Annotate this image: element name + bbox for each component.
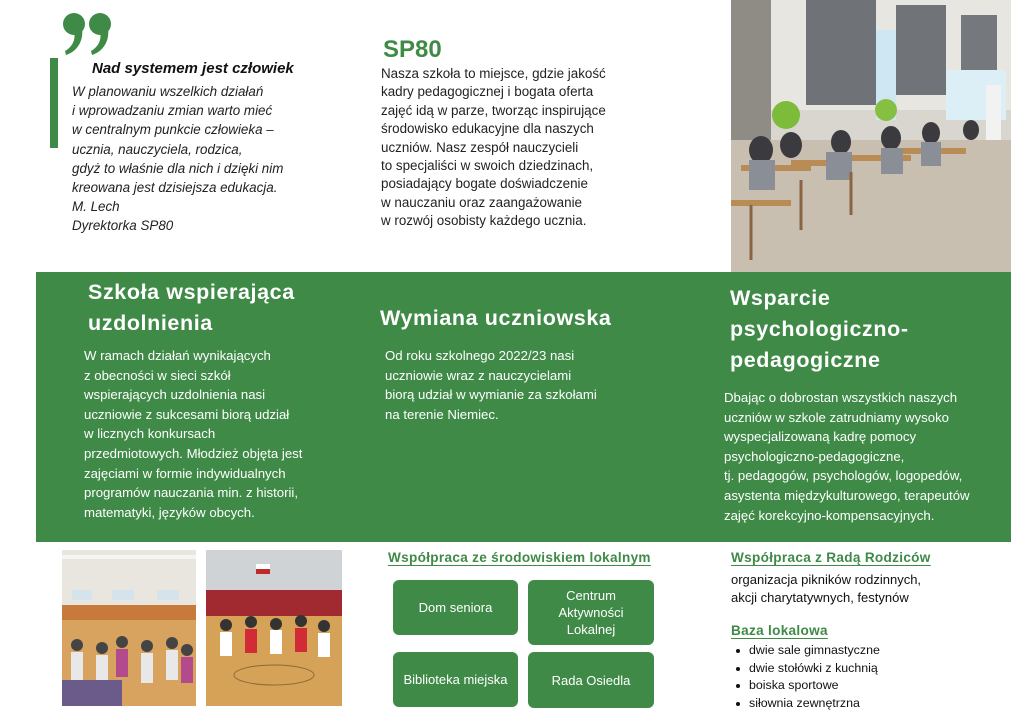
heading-line: Wymiana uczniowska	[380, 306, 612, 330]
support-heading	[730, 283, 909, 376]
text-line: W ramach działań wynikających	[84, 348, 271, 363]
sp80-line: w rozwój osobisty każdego ucznia.	[381, 213, 587, 229]
text-line: tj. pedagogów, psychologów, logopedów,	[724, 468, 963, 484]
heading-line: uzdolnienia	[88, 311, 213, 335]
heading-line: Szkoła wspierająca	[88, 280, 295, 304]
text-line: biorą udział w wymianie za szkołami	[385, 387, 597, 403]
quote-title: Nad systemem jest człowiek	[92, 60, 294, 77]
text-line: wyspecjalizowaną kadrę pomocy	[724, 429, 917, 445]
classroom-photo	[731, 0, 1011, 272]
text-line: Dbając o dobrostan wszystkich naszych	[724, 390, 958, 405]
local-activity-center-button[interactable]: Centrum Aktywności Lokalnej	[528, 580, 654, 645]
parents-council-line: organizacja pikników rodzinnych,	[731, 572, 922, 587]
text-line: przedmiotowych. Młodzież objęta jest	[84, 445, 303, 461]
support-text	[724, 388, 970, 525]
quote-author-role: Dyrektorka SP80	[72, 218, 174, 234]
sp80-line: uczniów. Nasz zespół nauczycieli	[381, 139, 579, 155]
heading-line: psychologiczno-	[730, 317, 909, 341]
sp80-line: kadry pedagogicznej i bogata oferta	[381, 84, 594, 100]
list-item: dwie stołówki z kuchnią	[733, 660, 880, 678]
city-library-button[interactable]: Biblioteka miejska	[393, 652, 518, 707]
text-line: matematyki, języków obcych.	[84, 504, 255, 520]
sp80-line: środowisko edukacyjne dla naszych	[381, 121, 594, 137]
heading-line: Wsparcie	[730, 286, 831, 310]
text-line: uczniowie wraz z nauczycielami	[385, 367, 572, 383]
list-item: dwie sale gimnastyczne	[733, 642, 880, 660]
local-cooperation-title[interactable]: Współpraca ze środowiskiem lokalnym	[388, 550, 651, 565]
quote-line: w centralnym punkcie człowieka –	[72, 122, 274, 138]
text-line: asystenta międzykulturowego, terapeutów	[724, 487, 970, 503]
text-line: z obecności w sieci szkół	[84, 367, 231, 383]
gifted-heading	[88, 277, 295, 339]
parents-council-line: akcji charytatywnych, festynów	[731, 590, 909, 605]
sp80-line: Nasza szkoła to miejsce, gdzie jakość	[381, 66, 606, 81]
quote-line: i wprowadzaniu zmian warto mieć	[72, 103, 273, 119]
text-line: psychologiczno-pedagogiczne,	[724, 448, 905, 464]
exchange-text	[385, 346, 597, 424]
district-council-button[interactable]: Rada Osiedla	[528, 652, 654, 708]
text-line: zajęciami w formie indywidualnych	[84, 465, 286, 481]
text-line: uczniów w szkole zatrudniamy wysoko	[724, 409, 950, 425]
sp80-body	[381, 65, 606, 231]
quote-line: W planowaniu wszelkich działań	[72, 84, 264, 99]
quote-icon	[62, 12, 114, 56]
list-item: siłownia zewnętrzna	[733, 695, 880, 713]
parents-council-title[interactable]: Współpraca z Radą Rodziców	[731, 550, 931, 565]
text-line: zajęć korekcyjno-kompensacyjnych.	[724, 507, 935, 523]
quote-body	[72, 82, 332, 236]
sp80-line: to specjaliści w swoich dziedzinach,	[381, 158, 594, 174]
sp80-title: SP80	[383, 36, 442, 63]
text-line: na terenie Niemiec.	[385, 406, 499, 422]
quote-line: gdyż to właśnie dla nich i dzięki nim	[72, 160, 284, 176]
gym-dance-photo	[62, 550, 196, 706]
quote-line: ucznia, nauczyciela, rodzica,	[72, 141, 243, 157]
exchange-heading	[380, 303, 611, 334]
text-line: uczniowie z sukcesami biorą udział	[84, 406, 290, 422]
text-line: programów nauczania min. z historii,	[84, 485, 299, 501]
list-item: boiska sportowe	[733, 677, 880, 695]
facilities-list	[733, 642, 880, 712]
facilities-title[interactable]: Baza lokalowa	[731, 623, 828, 638]
school-performance-photo	[206, 550, 342, 706]
quote-accent-bar	[50, 58, 58, 148]
gifted-text	[84, 346, 302, 522]
text-line: w licznych konkursach	[84, 426, 216, 442]
text-line: Od roku szkolnego 2022/23 nasi	[385, 348, 575, 363]
sp80-line: w nauczaniu oraz zaangażowanie	[381, 194, 582, 210]
heading-line: pedagogiczne	[730, 348, 881, 372]
senior-home-button[interactable]: Dom seniora	[393, 580, 518, 635]
sp80-line: posiadający bogate doświadczenie	[381, 176, 588, 192]
quote-author: M. Lech	[72, 199, 120, 215]
text-line: wspierających uzdolnienia nasi	[84, 387, 266, 403]
quote-line: kreowana jest dzisiejsza edukacja.	[72, 180, 278, 196]
sp80-line: zajęć idą w parze, tworząc inspirujące	[381, 102, 606, 118]
